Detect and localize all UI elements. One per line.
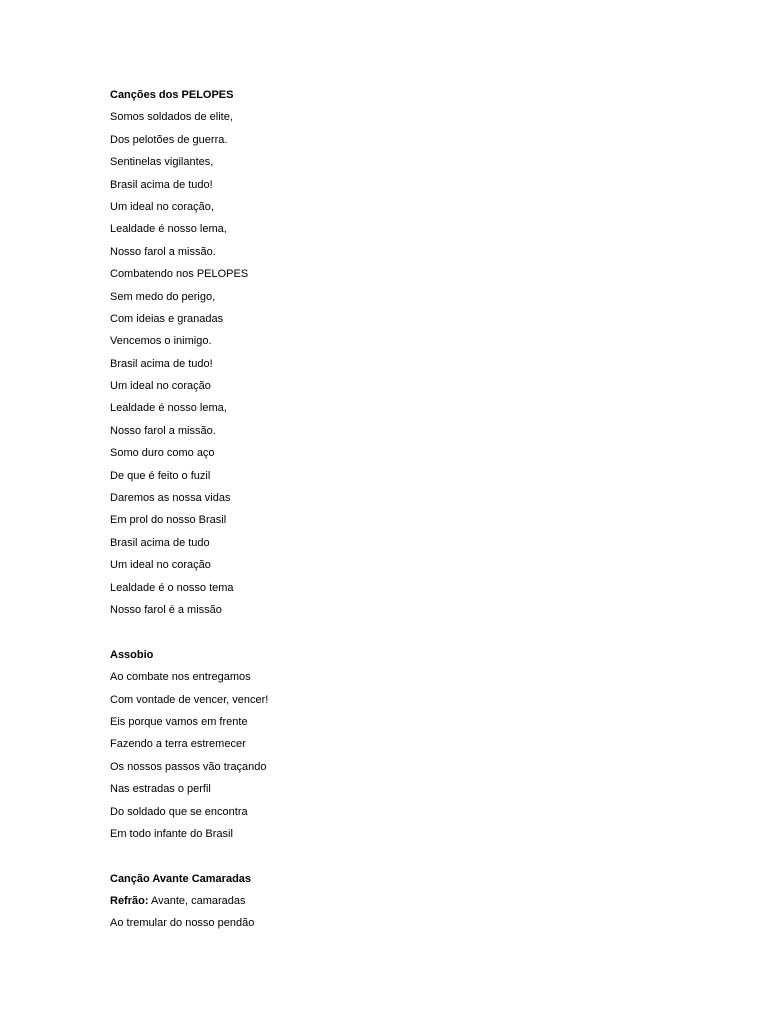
lyric-line: Sentinelas vigilantes,	[110, 156, 214, 169]
lyric-line: Nas estradas o perfil	[110, 783, 211, 796]
lyric-line: Fazendo a terra estremecer	[110, 738, 246, 751]
lyric-line: Um ideal no coração,	[110, 200, 214, 213]
lyric-line: Brasil acima de tudo	[110, 536, 210, 549]
lyric-line: Com ideias e granadas	[110, 312, 224, 325]
section-spacer	[110, 621, 730, 643]
lyric-line: Combatendo nos PELOPES	[110, 268, 249, 281]
document-page	[110, 84, 730, 935]
lyric-line: Daremos as nossa vidas	[110, 492, 231, 505]
lyric-line: Somo duro como aço	[110, 447, 215, 460]
section-title: Assobio	[110, 648, 154, 661]
lyric-line: Nosso farol a missão.	[110, 424, 216, 437]
lyric-line: Do soldado que se encontra	[110, 805, 248, 818]
refrain-text: Avante, camaradas	[148, 895, 246, 908]
section-pelopes	[110, 84, 730, 621]
lyric-line: Em prol do nosso Brasil	[110, 514, 227, 527]
lyric-line: Lealdade é nosso lema,	[110, 402, 227, 415]
lyric-line: Ao tremular do nosso pendão	[110, 917, 255, 930]
lyric-line: Ao combate nos entregamos	[110, 671, 251, 684]
lyric-line: Nosso farol é a missão	[110, 603, 222, 616]
lyric-line: Dos pelotões de guerra.	[110, 133, 228, 146]
section-spacer	[110, 845, 730, 867]
lyric-line: Somos soldados de elite,	[110, 111, 233, 124]
refrain-line	[110, 890, 730, 912]
section-title: Canções dos PELOPES	[110, 89, 234, 101]
lyric-line: Brasil acima de tudo!	[110, 178, 213, 191]
lyric-line: Eis porque vamos em frente	[110, 715, 248, 728]
lyric-line: De que é feito o fuzil	[110, 469, 211, 482]
section-avante-camaradas	[110, 868, 730, 935]
lyric-line: Lealdade é nosso lema,	[110, 223, 227, 236]
lyric-line: Um ideal no coração	[110, 380, 211, 393]
lyric-line: Nosso farol a missão.	[110, 245, 216, 258]
lyric-line: Com vontade de vencer, vencer!	[110, 693, 269, 706]
section-assobio	[110, 644, 730, 846]
lyric-line: Lealdade é o nosso tema	[110, 581, 234, 594]
refrain-label: Refrão:	[110, 895, 149, 908]
lyric-line: Sem medo do perigo,	[110, 290, 216, 303]
lyric-line: Em todo infante do Brasil	[110, 827, 233, 840]
section-title: Canção Avante Camaradas	[110, 872, 252, 885]
lyric-line: Brasil acima de tudo!	[110, 357, 213, 370]
lyric-line: Vencemos o inimigo.	[110, 335, 212, 348]
lyric-line: Um ideal no coração	[110, 559, 211, 572]
lyric-line: Os nossos passos vão traçando	[110, 760, 267, 773]
